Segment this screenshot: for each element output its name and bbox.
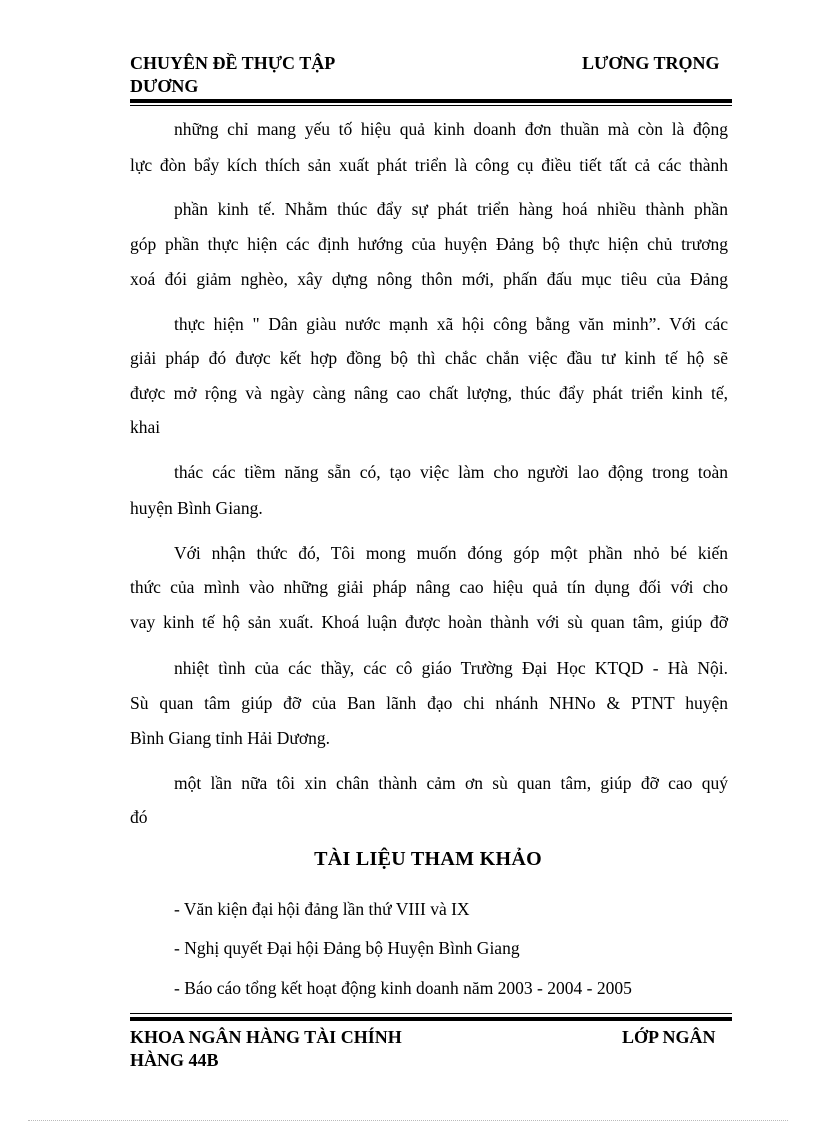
body-line: huyện Bình Giang.	[130, 498, 263, 518]
body-line: đó	[130, 807, 148, 827]
footer-rule-thin	[130, 1013, 732, 1014]
body-line: thác các tiềm năng sẵn có, tạo việc làm cho người lao động trong toàn	[174, 462, 728, 482]
body-line: góp phần thực hiện các định hướng của huyện Đảng bộ thực hiện chủ trương	[130, 234, 728, 254]
body-line: Sù quan tâm giúp đỡ của Ban lãnh đạo chi nhánh NHNo & PTNT huyện	[130, 693, 728, 713]
body-line: vay kinh tế hộ sản xuất. Khoá luận được hoàn thành với sù quan tâm, giúp đỡ	[130, 612, 728, 632]
body-line: Với nhận thức đó, Tôi mong muốn đóng góp một phần nhỏ bé kiến	[174, 543, 728, 563]
body-line: giải pháp đó được kết hợp đồng bộ thì chắc chắn việc đầu tư kinh tế hộ sẽ	[130, 348, 728, 368]
reference-item: - Nghị quyết Đại hội Đảng bộ Huyện Bình Giang	[174, 938, 520, 958]
body-line: được mở rộng và ngày càng nâng cao chất lượng, thúc đẩy phát triển kinh tế,	[130, 383, 728, 403]
header-rule-thin	[130, 105, 732, 106]
header-title-left: CHUYÊN ĐỀ THỰC TẬP	[130, 53, 336, 73]
footer-rule-thick	[130, 1017, 732, 1021]
reference-item: - Văn kiện đại hội đảng lần thứ VIII và IX	[174, 899, 470, 919]
body-line: thực hiện " Dân giàu nước mạnh xã hội công bằng văn minh”. Với các	[174, 314, 728, 334]
body-line: một lần nữa tôi xin chân thành cảm ơn sù quan tâm, giúp đỡ cao quý	[174, 773, 728, 793]
body-line: lực đòn bẩy kích thích sản xuất phát triển là công cụ điều tiết tất cả các thành	[130, 155, 728, 175]
body-line: xoá đói giảm nghèo, xây dựng nông thôn mới, phấn đấu mục tiêu của Đảng	[130, 269, 728, 289]
references-title: TÀI LIỆU THAM KHẢO	[314, 848, 542, 870]
header-title-right: LƯƠNG TRỌNG	[582, 53, 720, 73]
body-line: Bình Giang tỉnh Hải Dương.	[130, 728, 331, 748]
footer-faculty-label-line2: HÀNG 44B	[130, 1050, 219, 1070]
header-title-left-line2: DƯƠNG	[130, 76, 199, 96]
page-edge-dotted-line	[28, 1120, 788, 1121]
body-line: thức của mình vào những giải pháp nâng cao hiệu quả tín dụng đối với cho	[130, 577, 728, 597]
body-line: nhiệt tình của các thầy, các cô giáo Trường Đại Học KTQD - Hà Nội.	[174, 658, 728, 678]
header-rule-thick	[130, 99, 732, 103]
footer-faculty-label: KHOA NGÂN HÀNG TÀI CHÍNH	[130, 1027, 402, 1047]
body-line: những chỉ mang yếu tố hiệu quả kinh doanh đơn thuần mà còn là động	[174, 119, 728, 139]
footer-class-label: LỚP NGÂN	[622, 1027, 716, 1047]
body-line: phần kinh tế. Nhằm thúc đẩy sự phát triển hàng hoá nhiều thành phần	[174, 199, 728, 219]
body-line: khai	[130, 417, 161, 437]
reference-item: - Báo cáo tổng kết hoạt động kinh doanh năm 2003 - 2004 - 2005	[174, 978, 632, 998]
